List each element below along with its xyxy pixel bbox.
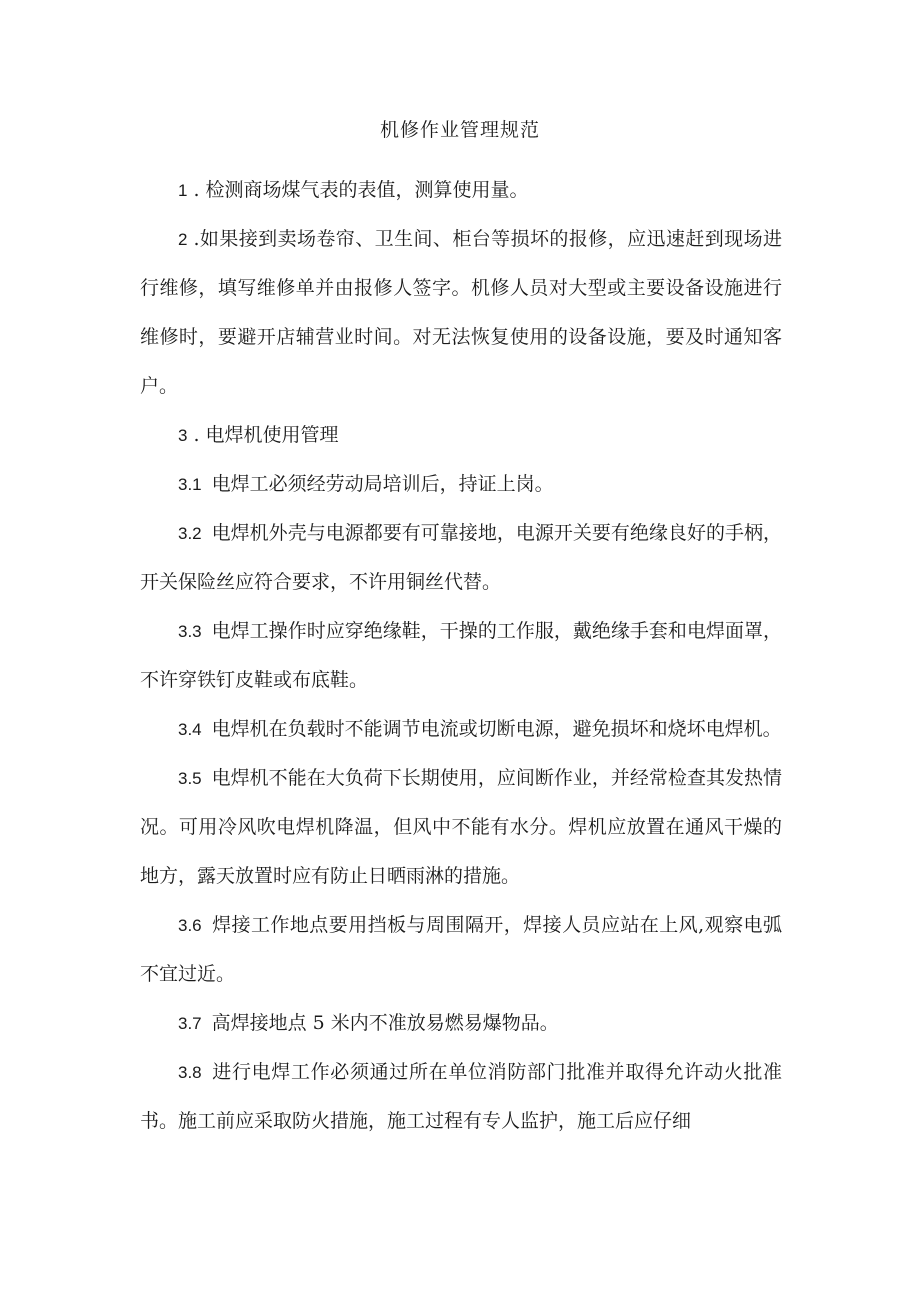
paragraph-text: 焊接工作地点要用挡板与周围隔开，焊接人员应站在上风,观察电弧不宜过近。 <box>140 914 782 985</box>
paragraph-text: 电焊机在负载时不能调节电流或切断电源，避免损坏和烧坏电焊机。 <box>211 718 782 740</box>
paragraph-2 <box>140 215 782 411</box>
paragraph-text: 电焊工操作时应穿绝缘鞋，干操的工作服，戴绝缘手套和电焊面罩，不许穿铁钉皮鞋或布底鞋。 <box>140 620 782 691</box>
paragraph-text: 电焊机外壳与电源都要有可靠接地，电源开关要有绝缘良好的手柄，开关保险丝应符合要求，不许用铜丝代替。 <box>140 522 782 593</box>
paragraph-text: 高焊接地点 5 米内不准放易燃易爆物品。 <box>211 1012 559 1034</box>
document-body <box>140 166 782 1146</box>
paragraph-3-1 <box>140 460 782 509</box>
paragraph-number: 1 <box>178 181 188 200</box>
paragraph-3-7 <box>140 999 782 1048</box>
paragraph-number: 3.1 <box>178 475 202 494</box>
paragraph-number: 3.6 <box>178 916 202 935</box>
paragraph-number: 3.3 <box>178 622 202 641</box>
paragraph-text: 电焊工必须经劳动局培训后，持证上岗。 <box>211 473 554 495</box>
paragraph-number: 3.7 <box>178 1014 202 1033</box>
paragraph-text: .如果接到卖场卷帘、卫生间、柜台等损坏的报修，应迅速赶到现场进行维修，填写维修单并由报修人签字。机修人员对大型或主要设备设施进行维修时，要避开店辅营业时间。对无法恢复使用的设备设施，要及时通知客户。 <box>140 228 782 397</box>
paragraph-1 <box>140 166 782 215</box>
paragraph-number: 3.4 <box>178 720 202 739</box>
document-title: 机修作业管理规范 <box>379 119 540 141</box>
paragraph-number: 2 <box>178 230 188 249</box>
paragraph-text: 电焊机不能在大负荷下长期使用，应间断作业，并经常检查其发热情况。可用冷风吹电焊机降温，但风中不能有水分。焊机应放置在通风干燥的地方，露天放置时应有防止日晒雨淋的措施。 <box>140 767 782 887</box>
paragraph-number: 3.8 <box>178 1063 202 1082</box>
paragraph-3-6 <box>140 901 782 999</box>
paragraph-3-3 <box>140 607 782 705</box>
paragraph-3-2 <box>140 509 782 607</box>
paragraph-number: 3.2 <box>178 524 202 543</box>
paragraph-3 <box>140 411 782 460</box>
paragraph-3-5 <box>140 754 782 901</box>
paragraph-text: . 电焊机使用管理 <box>193 424 339 446</box>
paragraph-number: 3 <box>178 426 188 445</box>
paragraph-3-4 <box>140 705 782 754</box>
paragraph-text: . 检测商场煤气表的表值，测算使用量。 <box>193 179 529 201</box>
paragraph-text: 进行电焊工作必须通过所在单位消防部门批准并取得允许动火批准书。施工前应采取防火措施，施工过程有专人监护，施工后应仔细 <box>140 1061 782 1132</box>
paragraph-number: 3.5 <box>178 769 202 788</box>
paragraph-3-8 <box>140 1048 782 1146</box>
